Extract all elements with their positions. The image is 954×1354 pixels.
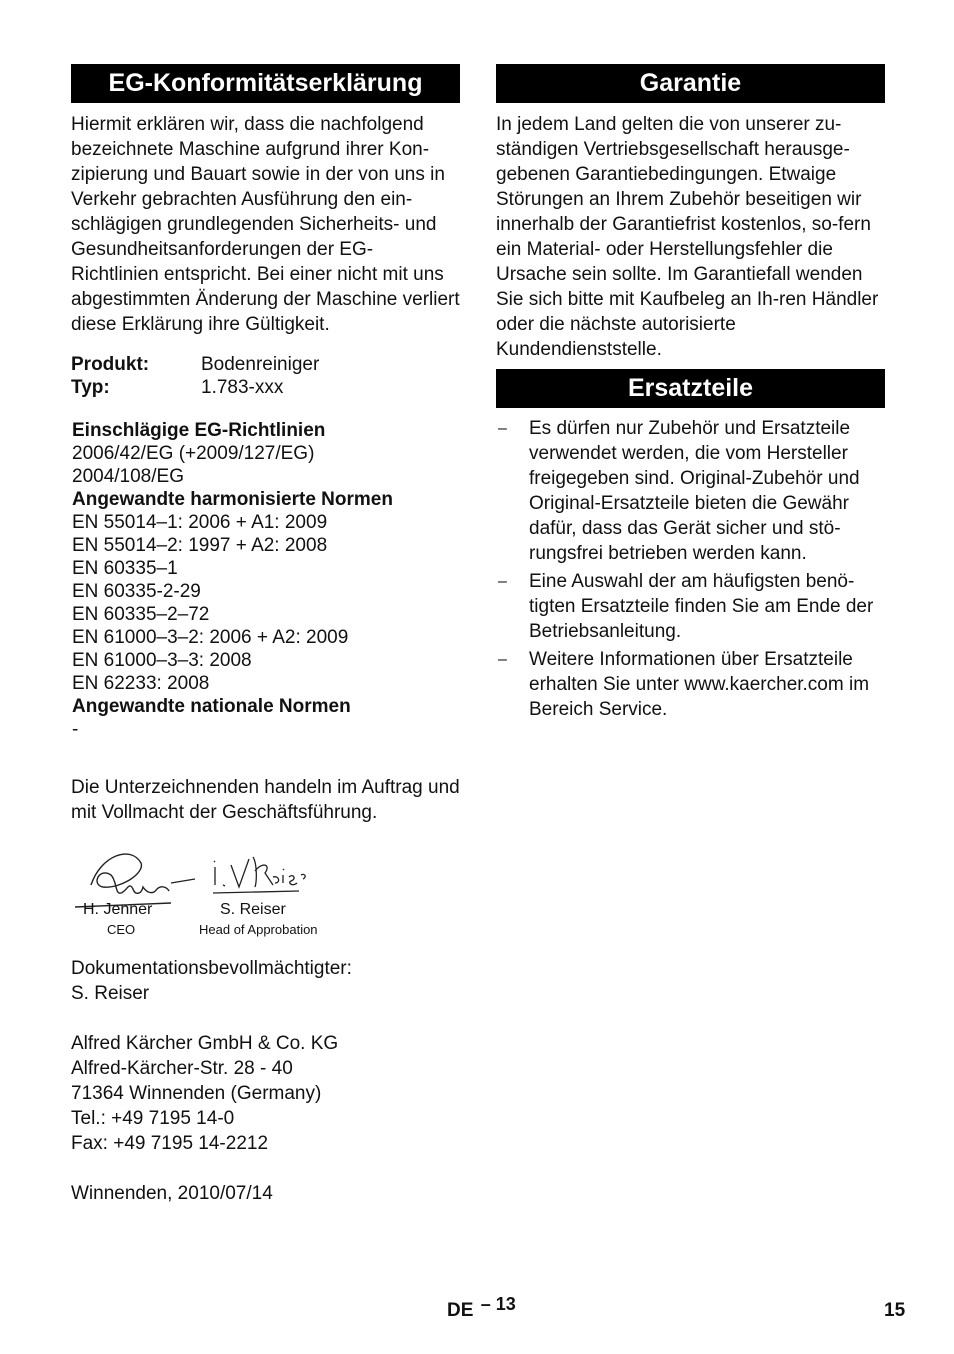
address-line: 71364 Winnenden (Germany) — [71, 1083, 322, 1104]
national-heading: Angewandte nationale Normen — [72, 696, 351, 717]
signature-role: Head of Approbation — [199, 922, 318, 937]
address-line: Fax: +49 7195 14-2212 — [71, 1133, 269, 1154]
type-row — [71, 376, 460, 399]
right-column — [496, 64, 885, 725]
address-line: Alfred-Kärcher-Str. 28 - 40 — [71, 1058, 293, 1079]
footer-section-page: – 13 — [480, 1294, 516, 1314]
list-item-text: Es dürfen nur Zubehör und Ersatzteile verwendet werden, die vom Hersteller freigegeben sind. Original-Zubehör und Original-Ersatzteile bieten die Gewähr dafür, dass das Gerät sicher und stö-rungsfrei betrieben werden kann. — [529, 418, 860, 564]
signature-role: CEO — [107, 922, 136, 937]
directives-heading: Einschlägige EG-Richtlinien — [72, 420, 326, 441]
address-line: Alfred Kärcher GmbH & Co. KG — [71, 1033, 339, 1054]
conformity-heading: EG-Konformitätserklärung — [71, 64, 460, 103]
national-value: - — [72, 719, 79, 740]
norm-item: EN 55014–2: 1997 + A2: 2008 — [72, 535, 328, 556]
product-label: Produkt: — [71, 354, 150, 375]
norm-item: EN 60335-2-29 — [72, 581, 201, 602]
bullet-dash: – — [498, 573, 507, 590]
type-label: Typ: — [71, 377, 110, 398]
list-item — [496, 569, 885, 644]
signature-name: H. Jenner — [83, 901, 153, 918]
mandate-text: Die Unterzeichnenden handeln im Auftrag und mit Vollmacht der Geschäftsführung. — [71, 777, 460, 823]
company-address — [71, 1031, 460, 1156]
conformity-intro: Hiermit erklären wir, dass die nachfolgend bezeichnete Maschine aufgrund ihrer Kon-zipierung und Bauart sowie in der von uns in Verkehr gebrachten Ausführung den ein-schlägigen grundlegenden Sicherheits- und Gesundheitsanforderungen der EG-Richtlinien entspricht. Bei einer nicht mit uns abgestimmten Änderung der Maschine verliert diese Erklärung ihre Gültigkeit. — [71, 114, 460, 335]
list-item — [496, 416, 885, 566]
norms-block — [71, 419, 460, 741]
left-column — [71, 64, 460, 1206]
doc-authorized-name: S. Reiser — [71, 983, 150, 1004]
norm-item: EN 60335–2–72 — [72, 604, 210, 625]
product-row — [71, 353, 460, 376]
page-number: 15 — [884, 1300, 906, 1321]
bullet-dash: – — [498, 420, 507, 437]
directive-item: 2006/42/EG (+2009/127/EG) — [72, 443, 315, 464]
spare-parts-list — [496, 416, 885, 722]
place-date: Winnenden, 2010/07/14 — [71, 1183, 273, 1204]
address-line: Tel.: +49 7195 14-0 — [71, 1108, 235, 1129]
signature-reiser-icon — [209, 853, 309, 903]
product-value: Bodenreiniger — [201, 354, 320, 375]
signature-block — [71, 843, 460, 941]
list-item-text: Weitere Informationen über Ersatzteile erhalten Sie unter www.kaercher.com im Bereich Service. — [529, 649, 870, 720]
spare-parts-heading: Ersatzteile — [496, 369, 885, 408]
product-info — [71, 353, 460, 399]
norm-item: EN 60335–1 — [72, 558, 178, 579]
list-item-text: Eine Auswahl der am häufigsten benö-tigten Ersatzteile finden Sie am Ende der Betriebsanleitung. — [529, 571, 874, 642]
warranty-text: In jedem Land gelten die von unserer zu-ständigen Vertriebsgesellschaft herausge-gebenen Garantiebedingungen. Etwaige Störungen an Ihrem Zubehör beseitigen wir innerhalb der Garantiefrist kostenlos, so-fern ein Material- oder Herstellungsfehler die Ursache sein sollte. Im Garantiefall wenden Sie sich bitte mit Kaufbeleg an Ih-ren Händler oder die nächste autorisierte Kundendienststelle. — [496, 114, 879, 360]
type-value: 1.783-xxx — [201, 377, 284, 398]
harmonized-heading: Angewandte harmonisierte Normen — [72, 489, 393, 510]
warranty-heading: Garantie — [496, 64, 885, 103]
footer-section-label — [447, 1294, 516, 1323]
list-item — [496, 647, 885, 722]
doc-authorized-label: Dokumentationsbevollmächtigter: — [71, 958, 352, 979]
bullet-dash: – — [498, 651, 507, 668]
directive-item: 2004/108/EG — [72, 466, 184, 487]
norm-item: EN 61000–3–2: 2006 + A2: 2009 — [72, 627, 349, 648]
norm-item: EN 61000–3–3: 2008 — [72, 650, 252, 671]
footer-lang: DE — [447, 1300, 474, 1321]
norm-item: EN 62233: 2008 — [72, 673, 210, 694]
signature-name: S. Reiser — [220, 901, 286, 918]
norm-item: EN 55014–1: 2006 + A1: 2009 — [72, 512, 328, 533]
